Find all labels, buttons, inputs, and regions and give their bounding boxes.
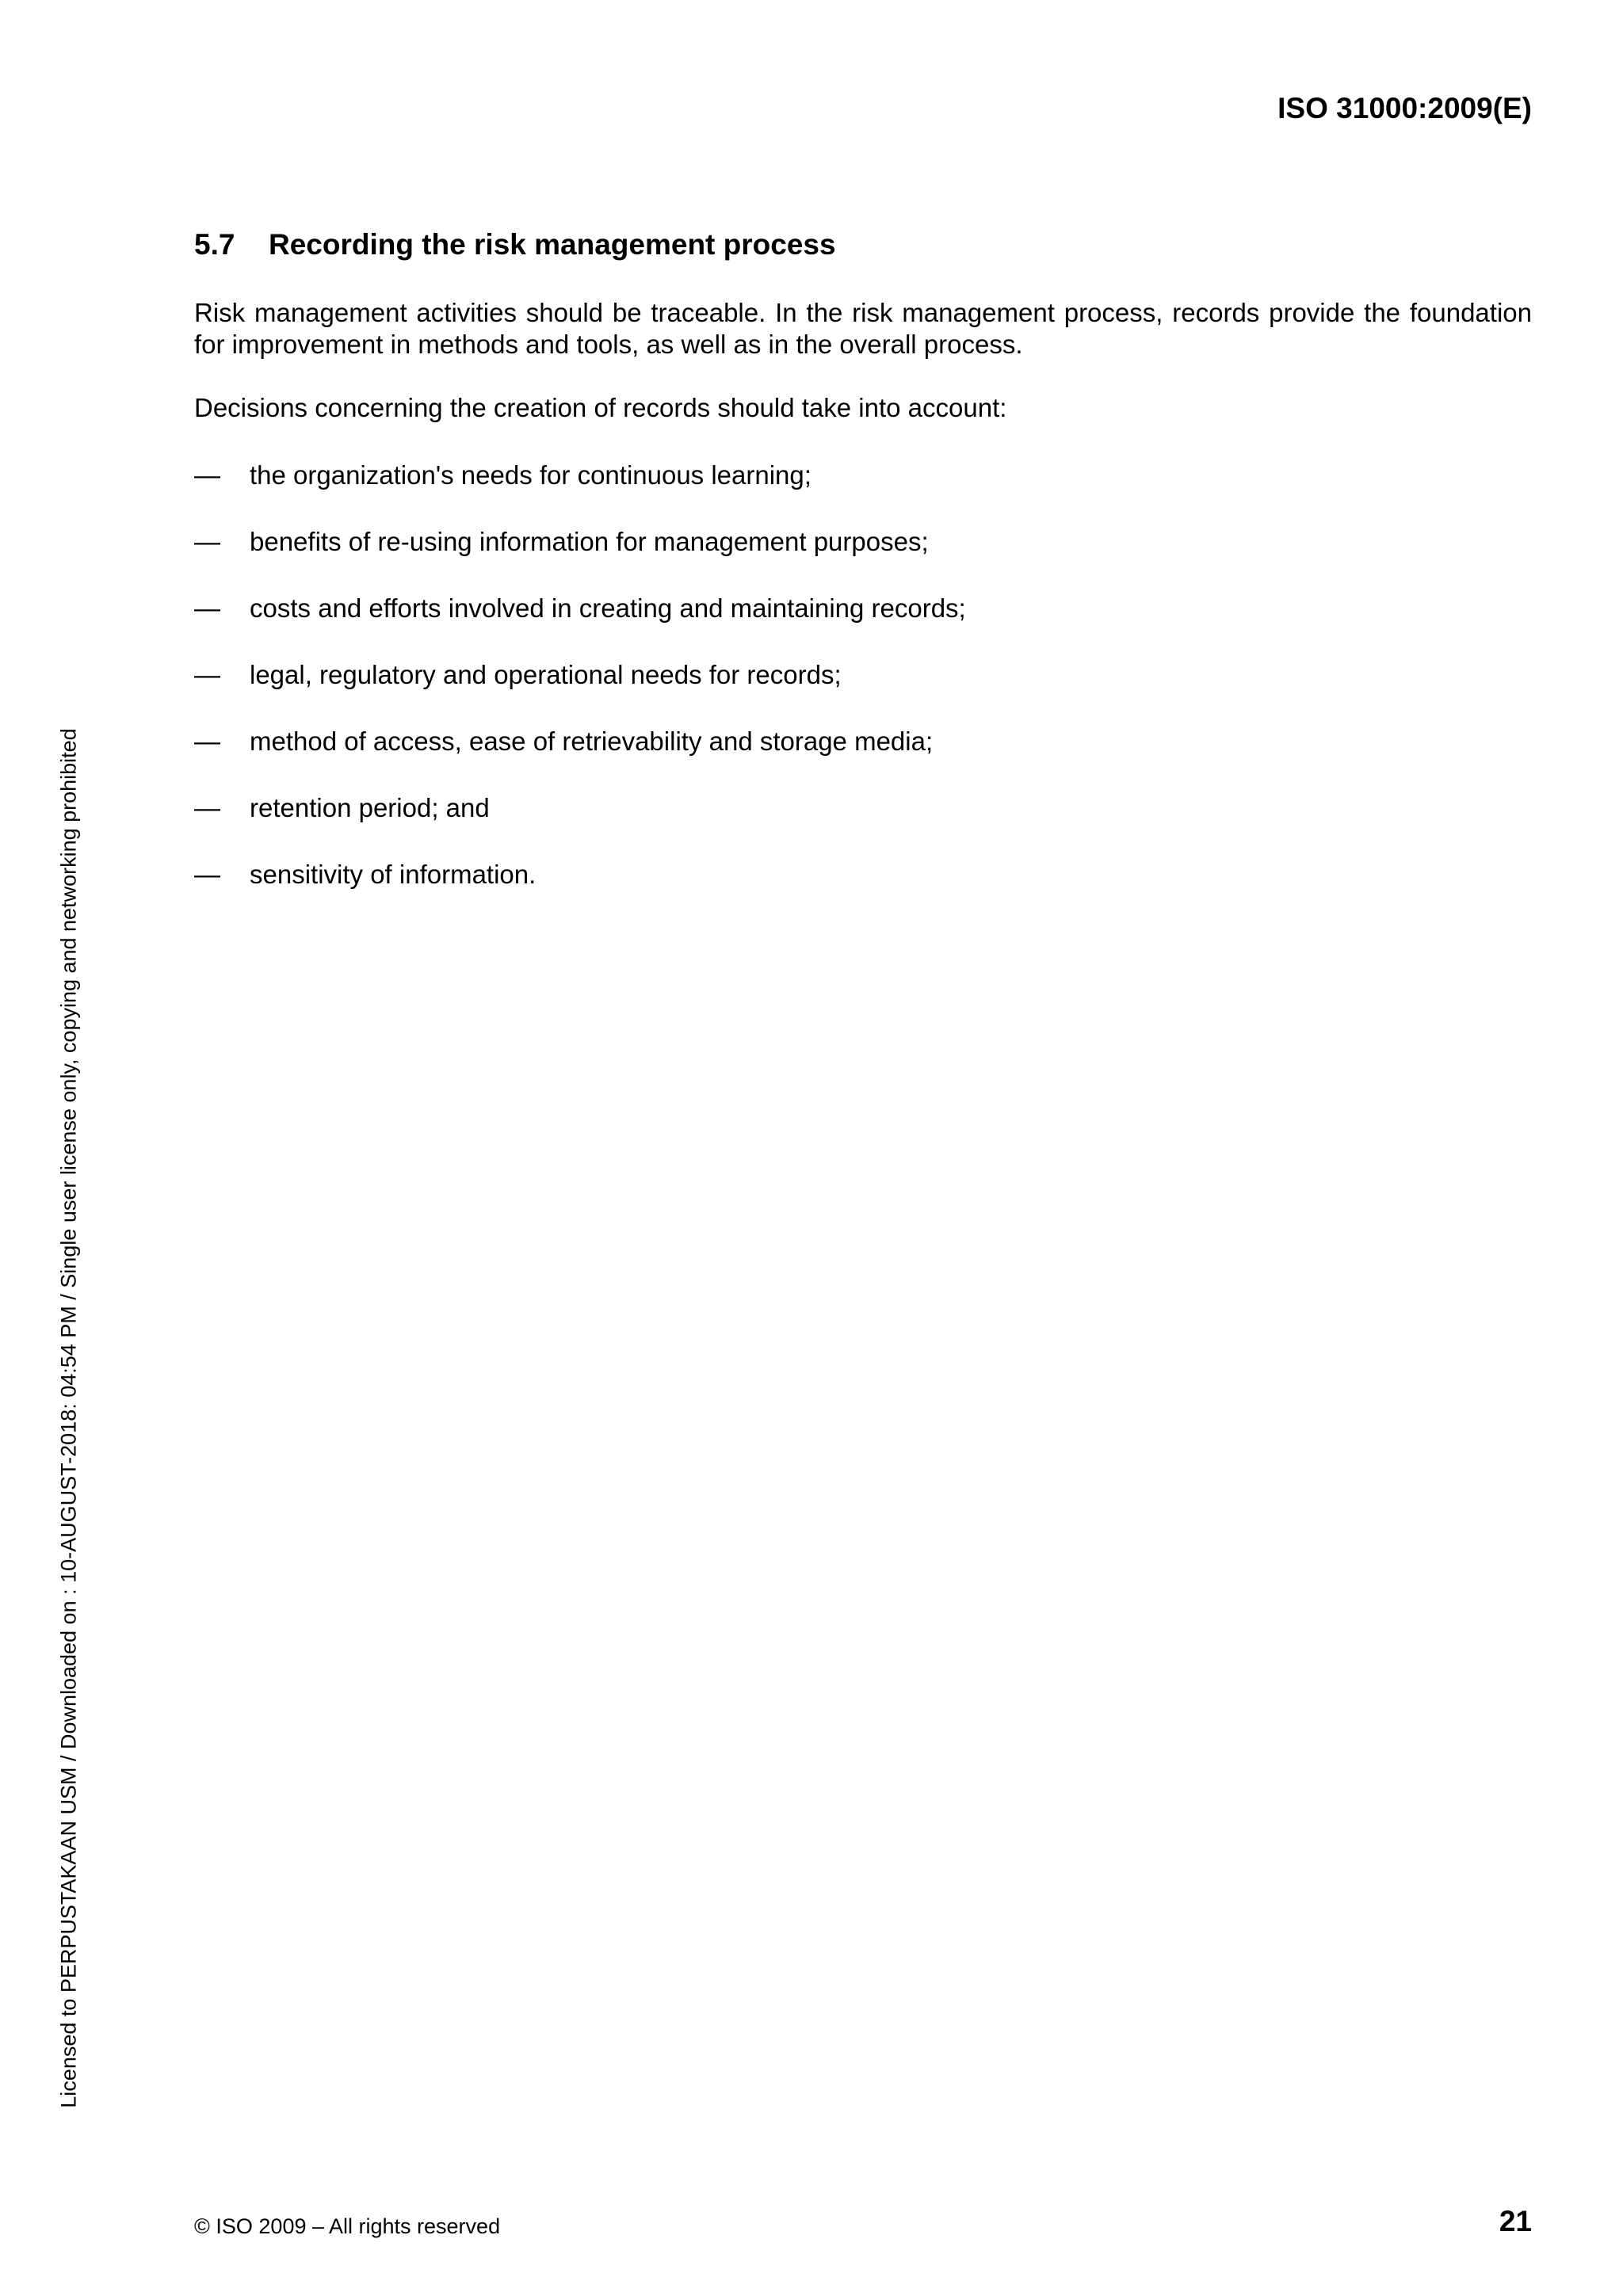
list-item [194, 859, 1532, 925]
list-dash: — [194, 460, 220, 490]
list-dash: — [194, 793, 220, 822]
list-item [194, 593, 1532, 659]
list-item-text: costs and efforts involved in creating and maintaining records; [250, 593, 966, 623]
list-dash: — [194, 527, 220, 556]
section-title: Recording the risk management process [269, 228, 836, 261]
list-dash: — [194, 860, 220, 889]
decisions-paragraph: Decisions concerning the creation of records should take into account: [194, 393, 1007, 422]
intro-paragraph: Risk management activities should be traceable. In the risk management process, records provide the foundation for improvement in methods and tools, as well as in the overall process. [194, 298, 1532, 359]
page-number: 21 [1499, 2205, 1532, 2237]
list-item-text: the organization's needs for continuous learning; [250, 460, 812, 490]
section-heading [194, 228, 836, 261]
copyright-notice: © ISO 2009 – All rights reserved [194, 2214, 501, 2238]
list-item-text: legal, regulatory and operational needs for records; [250, 660, 842, 689]
considerations-list [194, 460, 1532, 925]
section-number: 5.7 [194, 228, 235, 261]
list-item-text: sensitivity of information. [250, 860, 537, 889]
list-item [194, 659, 1532, 726]
list-item-text: benefits of re-using information for management purposes; [250, 527, 929, 556]
list-item-text: retention period; and [250, 793, 490, 822]
list-item [194, 526, 1532, 593]
license-watermark: Licensed to PERPUSTAKAAN USM / Downloaded on : 10-AUGUST-2018: 04:54 PM / Single user license only, copying and networking prohibited [56, 728, 81, 2108]
list-item [194, 726, 1532, 792]
list-item [194, 792, 1532, 859]
list-item-text: method of access, ease of retrievability and storage media; [250, 727, 934, 756]
list-dash: — [194, 727, 220, 756]
list-item [194, 460, 1532, 526]
list-dash: — [194, 660, 220, 689]
document-code: ISO 31000:2009(E) [1277, 92, 1532, 124]
list-dash: — [194, 593, 220, 623]
